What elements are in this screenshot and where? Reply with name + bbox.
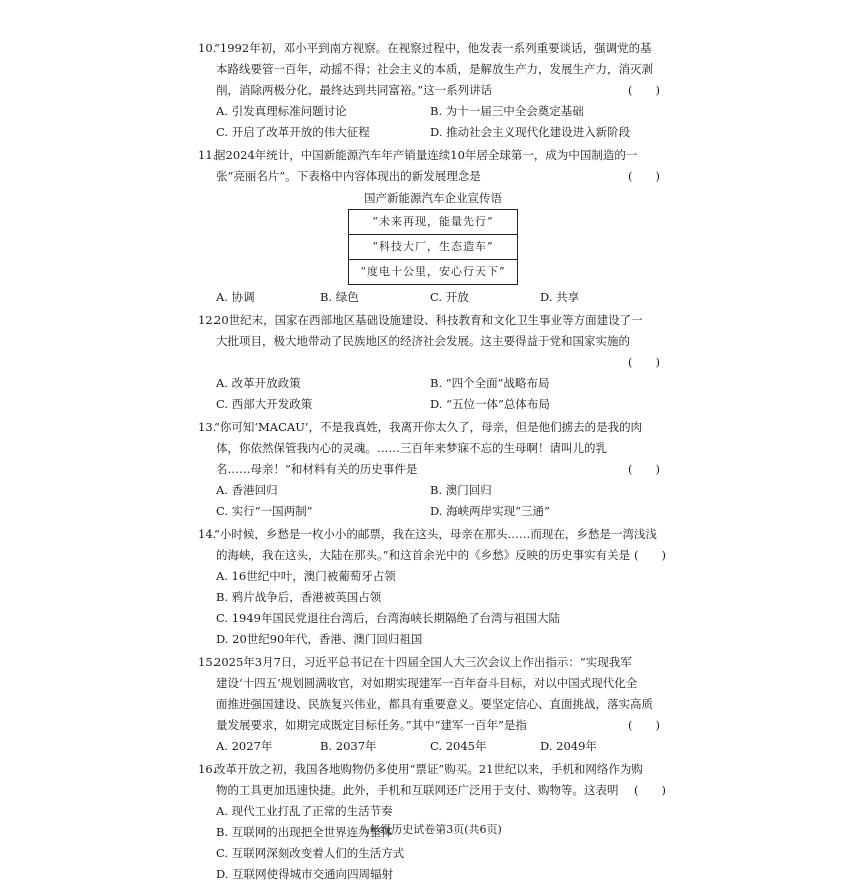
option-a[interactable]: A. 16世纪中叶，澳门被葡萄牙占领	[216, 569, 396, 583]
answer-bracket: ( )	[634, 783, 666, 797]
options-row	[200, 501, 666, 522]
option-b[interactable]: B. 绿色	[320, 290, 359, 304]
answer-bracket: ( )	[634, 548, 666, 562]
option-a[interactable]: A. 协调	[216, 290, 255, 304]
question-stem-line	[200, 715, 666, 736]
page-footer: 八年级历史试卷第3页(共6页)	[358, 823, 502, 836]
option-b[interactable]: B. 互联网的出现把全世界连为整体	[216, 825, 393, 839]
question-stem-line	[200, 459, 666, 480]
stem-text: 20世纪末，国家在西部地区基础设施建设、科技教育和文化卫生事业等方面建设了一	[214, 313, 643, 327]
question-stem-line	[200, 524, 666, 545]
options-row	[200, 394, 666, 415]
option-c[interactable]: C. 互联网深刻改变着人们的生活方式	[216, 846, 405, 860]
stem-text: 改革开放之初，我国各地购物仍多使用“票证”购买。21世纪以来，手机和网络作为购	[214, 762, 643, 776]
question-14	[200, 524, 666, 650]
option-d[interactable]: D. “五位一体”总体布局	[430, 397, 550, 411]
option-c[interactable]: C. 实行“一国两制”	[216, 504, 313, 518]
option-a[interactable]: A. 现代工业打乱了正常的生活节奏	[216, 804, 393, 818]
question-stem-line: 面推进强国建设、民族复兴伟业，都具有重要意义。要坚定信心、直面挑战，落实高质	[216, 697, 653, 711]
question-stem-line	[200, 80, 666, 101]
question-number: 10.	[198, 41, 217, 55]
question-number: 16.	[198, 762, 217, 776]
option-c[interactable]: C. 西部大开发政策	[216, 397, 313, 411]
question-number: 13.	[198, 420, 217, 434]
option-b[interactable]: B. “四个全面”战略布局	[430, 376, 550, 390]
option-a[interactable]: A. 改革开放政策	[216, 376, 301, 390]
option-b[interactable]: B. 为十一届三中全会奠定基础	[430, 104, 584, 118]
question-number: 14.	[198, 527, 217, 541]
stem-text: “1992年初，邓小平到南方视察。在视察过程中，他发表一系列重要谈话，强调党的基	[214, 41, 652, 55]
stem-text: 名……母亲！”和材料有关的历史事件是	[216, 462, 418, 476]
stem-text: 据2024年统计，中国新能源汽车年产销量连续10年居全球第一，成为中国制造的一	[214, 148, 638, 162]
table-cell: “科技大厂，生态造车”	[349, 235, 517, 260]
answer-bracket: ( )	[628, 355, 660, 369]
option-b[interactable]: B. 鸦片战争后，香港被英国占领	[216, 590, 382, 604]
question-stem-line	[200, 759, 666, 780]
question-13	[200, 417, 666, 522]
question-stem-line	[200, 145, 666, 166]
table-cell: “未来再现，能量先行”	[349, 210, 517, 235]
stem-text: 2025年3月7日，习近平总书记在十四届全国人大三次会议上作出指示：“实现我军	[214, 655, 632, 669]
question-11	[200, 145, 666, 308]
option-d[interactable]: D. 海峡两岸实现“三通”	[430, 504, 550, 518]
option-b[interactable]: B. 2037年	[320, 739, 377, 753]
question-stem-line	[200, 652, 666, 673]
option-a[interactable]: A. 引发真理标准问题讨论	[216, 104, 347, 118]
options-row	[200, 736, 666, 757]
question-number: 12.	[198, 313, 217, 327]
question-stem-line: 大批项目，极大地带动了民族地区的经济社会发展。这主要得益于党和国家实施的	[216, 334, 630, 348]
option-a[interactable]: A. 香港回归	[216, 483, 278, 497]
option-c[interactable]: C. 2045年	[430, 739, 487, 753]
slogan-table	[348, 209, 518, 285]
question-stem-line: 建设‘十四五’规划圆满收官，对如期实现建军一百年奋斗目标，对以中国式现代化全	[216, 676, 638, 690]
question-stem-line	[200, 352, 666, 373]
options-row	[200, 287, 666, 308]
option-a[interactable]: A. 2027年	[216, 739, 273, 753]
option-c[interactable]: C. 1949年国民党退往台湾后，台湾海峡长期隔绝了台湾与祖国大陆	[216, 611, 560, 625]
options-row	[200, 373, 666, 394]
stem-text: 削，消除两极分化，最终达到共同富裕。”这一系列讲话	[216, 83, 493, 97]
stem-text: 量发展要求，如期完成既定目标任务。”其中“建军一百年”是指	[216, 718, 527, 732]
option-d[interactable]: D. 2049年	[540, 739, 597, 753]
option-c[interactable]: C. 开启了改革开放的伟大征程	[216, 125, 370, 139]
answer-bracket: ( )	[628, 169, 660, 183]
stem-text: 物的工具更加迅速快捷。此外，手机和互联网还广泛用于支付、购物等。这表明	[216, 783, 619, 797]
question-stem-line: 本路线要管一百年，动摇不得；社会主义的本质，是解放生产力，发展生产力，消灭剥	[216, 62, 653, 76]
question-list	[200, 38, 666, 887]
table-cell: “度电十公里，安心行天下”	[360, 265, 506, 278]
question-number: 15.	[198, 655, 217, 669]
option-c[interactable]: C. 开放	[430, 290, 469, 304]
option-b[interactable]: B. 澳门回归	[430, 483, 492, 497]
answer-bracket: ( )	[628, 83, 660, 97]
options-row	[200, 122, 666, 143]
question-10	[200, 38, 666, 143]
stem-text: 张“亮丽名片”。下表格中内容体现出的新发展理念是	[216, 169, 481, 183]
option-d[interactable]: D. 推动社会主义现代化建设进入新阶段	[430, 125, 631, 139]
table-title: 国产新能源汽车企业宣传语	[364, 191, 502, 205]
question-stem-line	[200, 417, 666, 438]
option-d[interactable]: D. 20世纪90年代，香港、澳门回归祖国	[216, 632, 423, 646]
question-stem-line	[200, 38, 666, 59]
options-row	[200, 101, 666, 122]
stem-text: 的海峡，我在这头，大陆在那头。”和这首余光中的《乡愁》反映的历史事实有关是	[216, 548, 631, 562]
question-12	[200, 310, 666, 415]
question-15	[200, 652, 666, 757]
option-d[interactable]: D. 互联网使得城市交通向四周辐射	[216, 867, 394, 881]
question-number: 11.	[198, 148, 217, 162]
answer-bracket: ( )	[628, 462, 660, 476]
question-stem-line	[200, 166, 666, 187]
option-d[interactable]: D. 共享	[540, 290, 580, 304]
question-stem-line	[200, 310, 666, 331]
options-row	[200, 480, 666, 501]
answer-bracket: ( )	[628, 718, 660, 732]
question-stem-line	[200, 545, 666, 566]
question-stem-line: 体，你依然保管我内心的灵魂。……三百年来梦寐不忘的生母啊！请叫儿的乳	[216, 441, 607, 455]
stem-text: “你可知‘MACAU’，不是我真姓，我离开你太久了，母亲，但是他们掳去的是我的肉	[214, 420, 643, 434]
question-stem-line	[200, 780, 666, 801]
stem-text: “小时候，乡愁是一枚小小的邮票，我在这头，母亲在那头……而现在，乡愁是一湾浅浅	[214, 527, 657, 541]
